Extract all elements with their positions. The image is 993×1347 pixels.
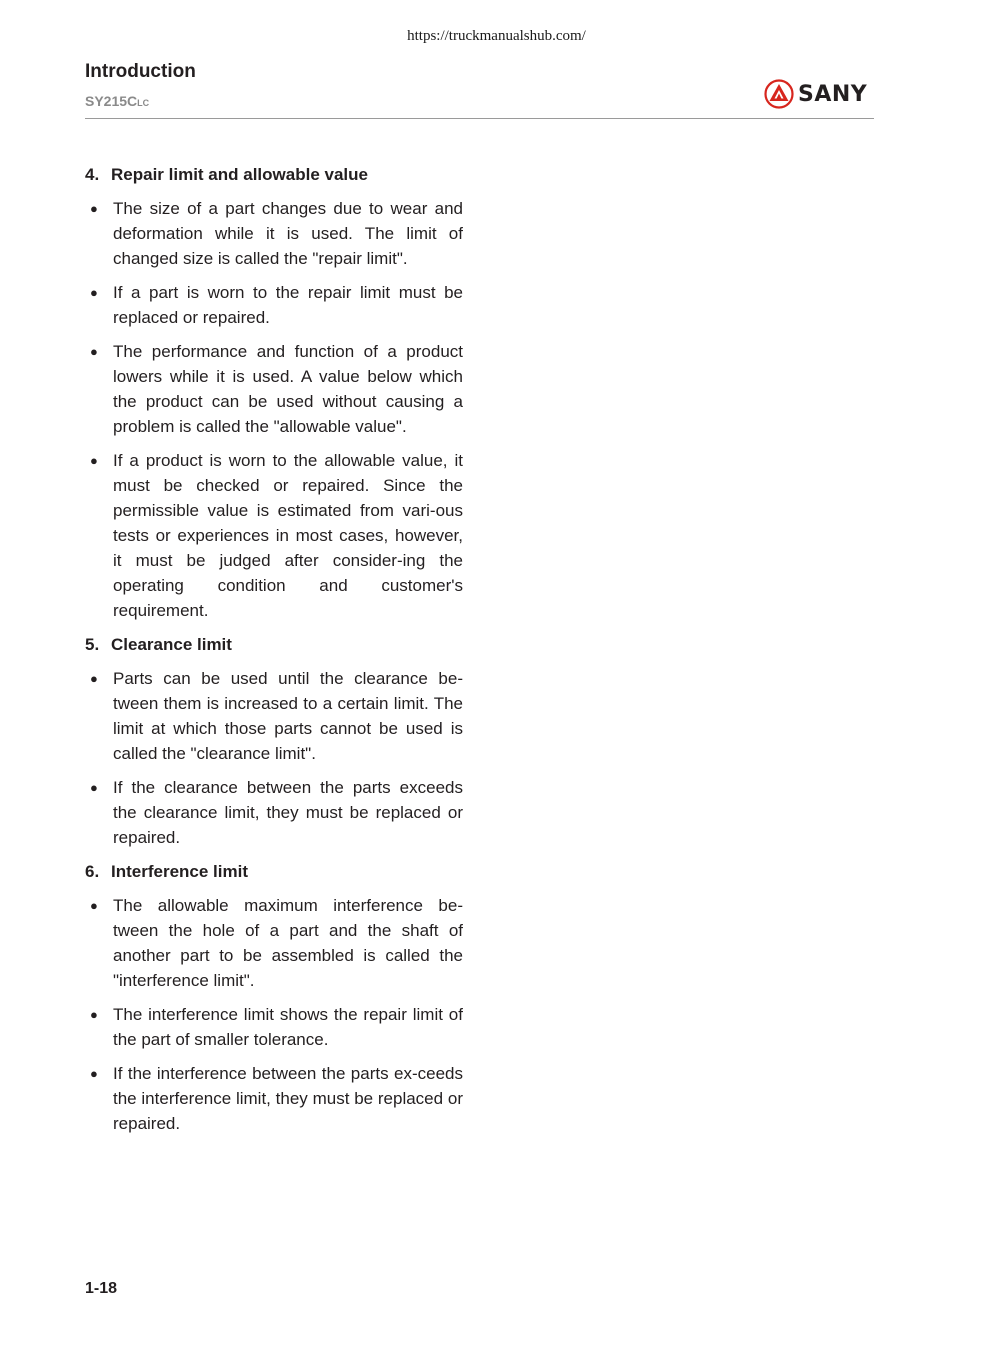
bullet-item	[85, 280, 463, 330]
section-number: 6.	[85, 862, 100, 881]
bullet-item	[85, 339, 463, 439]
section-heading	[85, 162, 463, 187]
bullet-text: If a part is worn to the repair limit must be replaced or repaired.	[113, 283, 463, 327]
section-clearance-limit	[85, 632, 463, 850]
section-title: Repair limit and allowable value	[111, 165, 368, 184]
logo-text: SANY	[798, 81, 868, 107]
bullet-text: Parts can be used until the clearance be-tween them is increased to a certain limit. The limit at which those parts cannot be used is called the "clearance limit".	[113, 669, 463, 763]
section-heading	[85, 632, 463, 657]
page-title: Introduction	[85, 61, 196, 82]
bullet-text: The size of a part changes due to wear and deformation while it is used. The limit of changed size is called the "repair limit".	[113, 199, 463, 268]
bullet-dot-icon: ●	[90, 671, 98, 686]
bullet-dot-icon: ●	[90, 1007, 98, 1022]
section-repair-limit	[85, 162, 463, 623]
model-name	[85, 93, 149, 109]
bullet-item	[85, 893, 463, 993]
bullet-dot-icon: ●	[90, 201, 98, 216]
bullet-text: The allowable maximum interference be-tween the hole of a part and the shaft of another part to be assembled is called the "interference limit".	[113, 896, 463, 990]
section-heading	[85, 859, 463, 884]
bullet-dot-icon: ●	[90, 780, 98, 795]
source-url[interactable]: https://truckmanualshub.com/	[407, 28, 586, 44]
page-number: 1-18	[85, 1280, 118, 1297]
bullet-text: If the clearance between the parts exceeds the clearance limit, they must be replaced or repaired.	[113, 778, 463, 847]
bullet-item	[85, 1002, 463, 1052]
bullet-dot-icon: ●	[90, 898, 98, 913]
bullet-dot-icon: ●	[90, 344, 98, 359]
bullet-dot-icon: ●	[90, 453, 98, 468]
bullet-text: If the interference between the parts ex-ceeds the interference limit, they must be replaced or repaired.	[113, 1064, 463, 1133]
section-title: Clearance limit	[111, 635, 232, 654]
sany-logo	[764, 78, 876, 110]
model-suffix: LC	[137, 98, 150, 108]
bullet-text: The performance and function of a product lowers while it is used. A value below which the product can be used without causing a problem is called the "allowable value".	[113, 342, 463, 436]
bullet-dot-icon: ●	[90, 285, 98, 300]
bullet-item	[85, 1061, 463, 1136]
section-title: Interference limit	[111, 862, 248, 881]
bullet-text: The interference limit shows the repair limit of the part of smaller tolerance.	[113, 1005, 463, 1049]
section-number: 5.	[85, 635, 100, 654]
bullet-dot-icon: ●	[90, 1066, 98, 1081]
section-number: 4.	[85, 165, 100, 184]
bullet-item	[85, 666, 463, 766]
main-content	[85, 162, 463, 1145]
header-divider	[85, 118, 874, 119]
model-number: SY215C	[85, 93, 138, 109]
bullet-text: If a product is worn to the allowable value, it must be checked or repaired. Since the permissible value is estimated from vari-ous tests or experiences in most cases, however, it must be judged after consider-ing the operating condition and customer's requirement.	[113, 451, 463, 620]
section-interference-limit	[85, 859, 463, 1136]
bullet-item	[85, 775, 463, 850]
bullet-item	[85, 196, 463, 271]
sany-triangle-logo-icon	[764, 79, 794, 109]
bullet-item	[85, 448, 463, 623]
